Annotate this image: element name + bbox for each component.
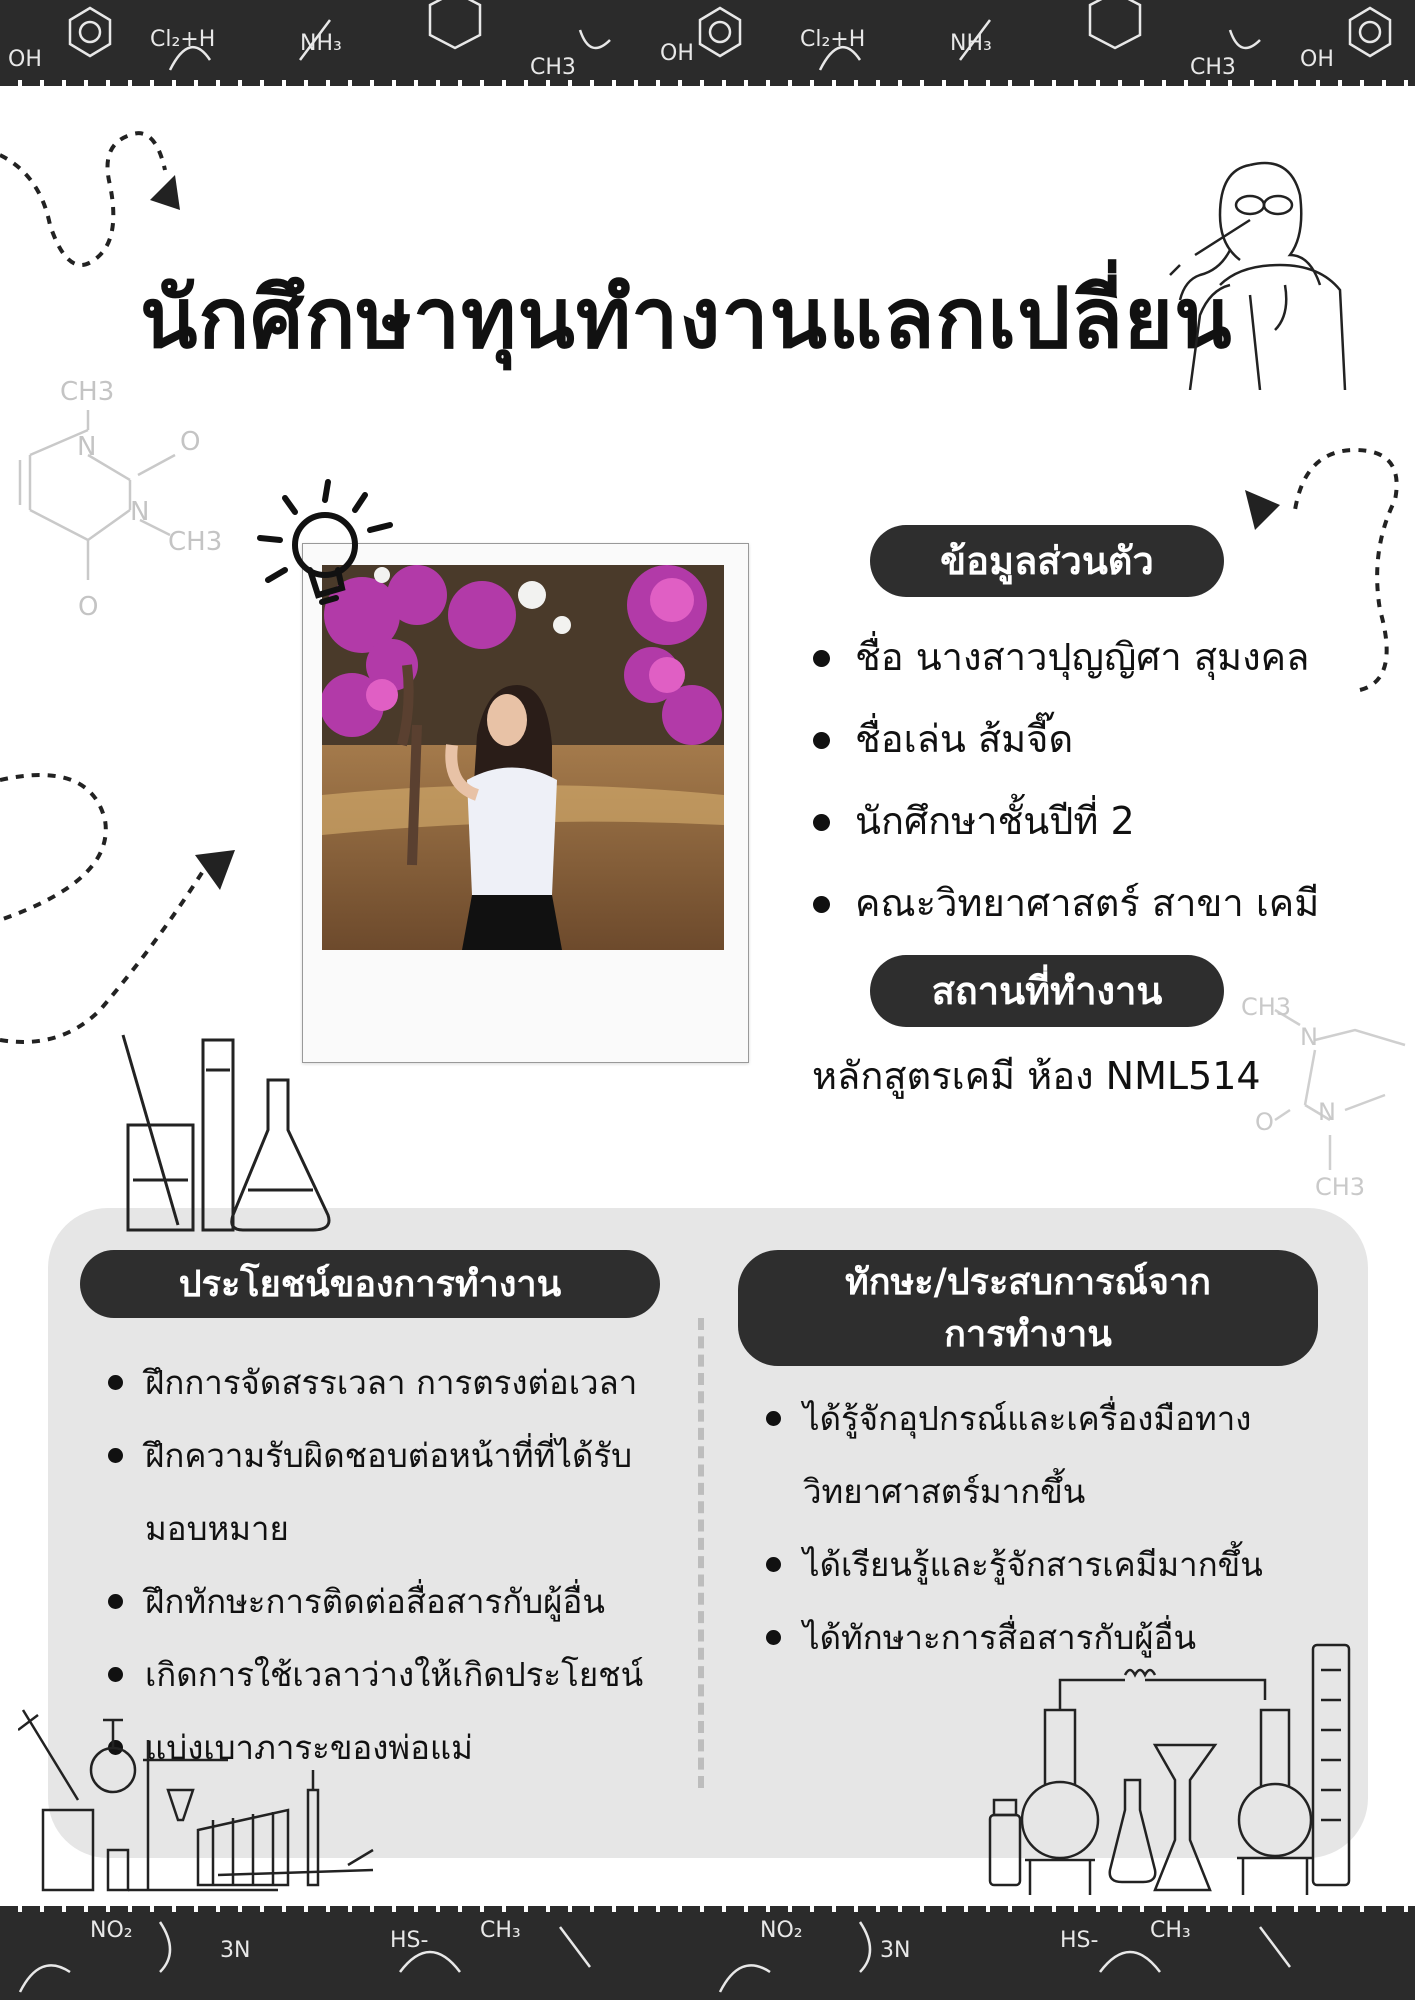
list-item: นักศึกษาชั้นปีที่ 2 (800, 789, 1319, 871)
svg-text:Cl₂+H: Cl₂+H (800, 27, 866, 52)
svg-text:OH: OH (660, 41, 694, 66)
svg-text:CH3: CH3 (60, 377, 115, 407)
list-item: ได้รู้จักอุปกรณ์และเครื่องมือทาง (758, 1382, 1318, 1455)
chemistry-doodles-top (0, 0, 1415, 86)
beakers-illustration (118, 1030, 338, 1235)
svg-text:CH3: CH3 (1241, 993, 1292, 1021)
page-title: นักศึกษาทุนทำงานแลกเปลี่ยน (140, 268, 1233, 367)
svg-text:N: N (77, 432, 97, 462)
svg-text:CH3: CH3 (1315, 1173, 1366, 1200)
list-item: ฝึกการจัดสรรเวลา การตรงต่อเวลา (100, 1346, 690, 1419)
chemistry-doodles-bottom (0, 1912, 1415, 2000)
svg-text:CH₃: CH₃ (1150, 1918, 1191, 1943)
skills-heading-line1: ทักษะ/ประสบการณ์จาก (845, 1261, 1211, 1303)
svg-text:N: N (1318, 1098, 1336, 1126)
svg-text:3N: 3N (220, 1938, 251, 1963)
list-item: ได้เรียนรู้และรู้จักสารเคมีมากขึ้น (758, 1528, 1318, 1601)
list-item: แบ่งเบาภาระของพ่อแม่ (100, 1711, 690, 1784)
skills-list (758, 1382, 1318, 1674)
svg-text:O: O (78, 592, 99, 622)
band-top-label: OH (8, 47, 42, 72)
list-item-continuation: วิทยาศาสตร์มากขึ้น (803, 1472, 1086, 1511)
svg-text:OH: OH (1300, 47, 1334, 72)
list-item-continuation: มอบหมาย (145, 1509, 289, 1548)
svg-text:O: O (180, 427, 201, 457)
list-item: เกิดการใช้เวลาว่างให้เกิดประโยชน์ (100, 1638, 690, 1711)
svg-text:3N: 3N (880, 1938, 911, 1963)
top-band-edge (0, 80, 1415, 86)
workplace-heading: สถานที่ทำงาน (870, 955, 1224, 1027)
personal-info-list (800, 625, 1319, 953)
list-item: ชื่อเล่น ส้มจี๊ด (800, 707, 1319, 789)
svg-text:CH3: CH3 (530, 55, 576, 80)
list-item: ได้ทักษาะการสื่อสารกับผู้อื่น (758, 1601, 1318, 1674)
list-item: ฝึกความรับผิดชอบต่อหน้าที่ที่ได้รับ (100, 1419, 690, 1492)
svg-text:N: N (1300, 1023, 1318, 1051)
svg-text:HS-: HS- (390, 1928, 429, 1953)
lab-equipment-illustration (18, 1700, 378, 1900)
dashed-arrow-icon (0, 770, 240, 1060)
workplace-value: หลักสูตรเคมี ห้อง NML514 (812, 1054, 1261, 1098)
svg-text:CH₃: CH₃ (480, 1918, 521, 1943)
list-item: ชื่อ นางสาวปุญญิศา สุมงคล (800, 625, 1319, 707)
personal-info-heading: ข้อมูลส่วนตัว (870, 525, 1224, 597)
molecule-watermark (0, 350, 240, 630)
svg-text:NO₂: NO₂ (760, 1918, 803, 1943)
lightbulb-icon (250, 470, 410, 620)
list-item: ฝึกทักษะการติดต่อสื่อสารกับผู้อื่น (100, 1565, 690, 1638)
top-chemistry-band (0, 0, 1415, 86)
benefits-heading: ประโยชน์ของการทำงาน (80, 1250, 660, 1318)
molecule-watermark (1235, 985, 1415, 1200)
lab-equipment-illustration (985, 1640, 1385, 1900)
column-divider (698, 1318, 704, 1788)
svg-text:CH3: CH3 (168, 527, 223, 557)
skills-heading (738, 1250, 1318, 1366)
scientist-illustration (1150, 145, 1350, 390)
svg-text:NO₂: NO₂ (90, 1918, 133, 1943)
svg-text:NH₃: NH₃ (950, 31, 992, 56)
svg-text:N: N (130, 497, 150, 527)
skills-heading-line2: การทำงาน (944, 1313, 1112, 1355)
profile-photo (322, 565, 724, 950)
svg-text:Cl₂+H: Cl₂+H (150, 27, 216, 52)
list-item: คณะวิทยาศาสตร์ สาขา เคมี (800, 871, 1319, 953)
svg-text:NH₃: NH₃ (300, 31, 342, 56)
svg-text:O: O (1255, 1108, 1274, 1136)
bottom-chemistry-band (0, 1912, 1415, 2000)
svg-text:HS-: HS- (1060, 1928, 1099, 1953)
svg-text:CH3: CH3 (1190, 55, 1236, 80)
